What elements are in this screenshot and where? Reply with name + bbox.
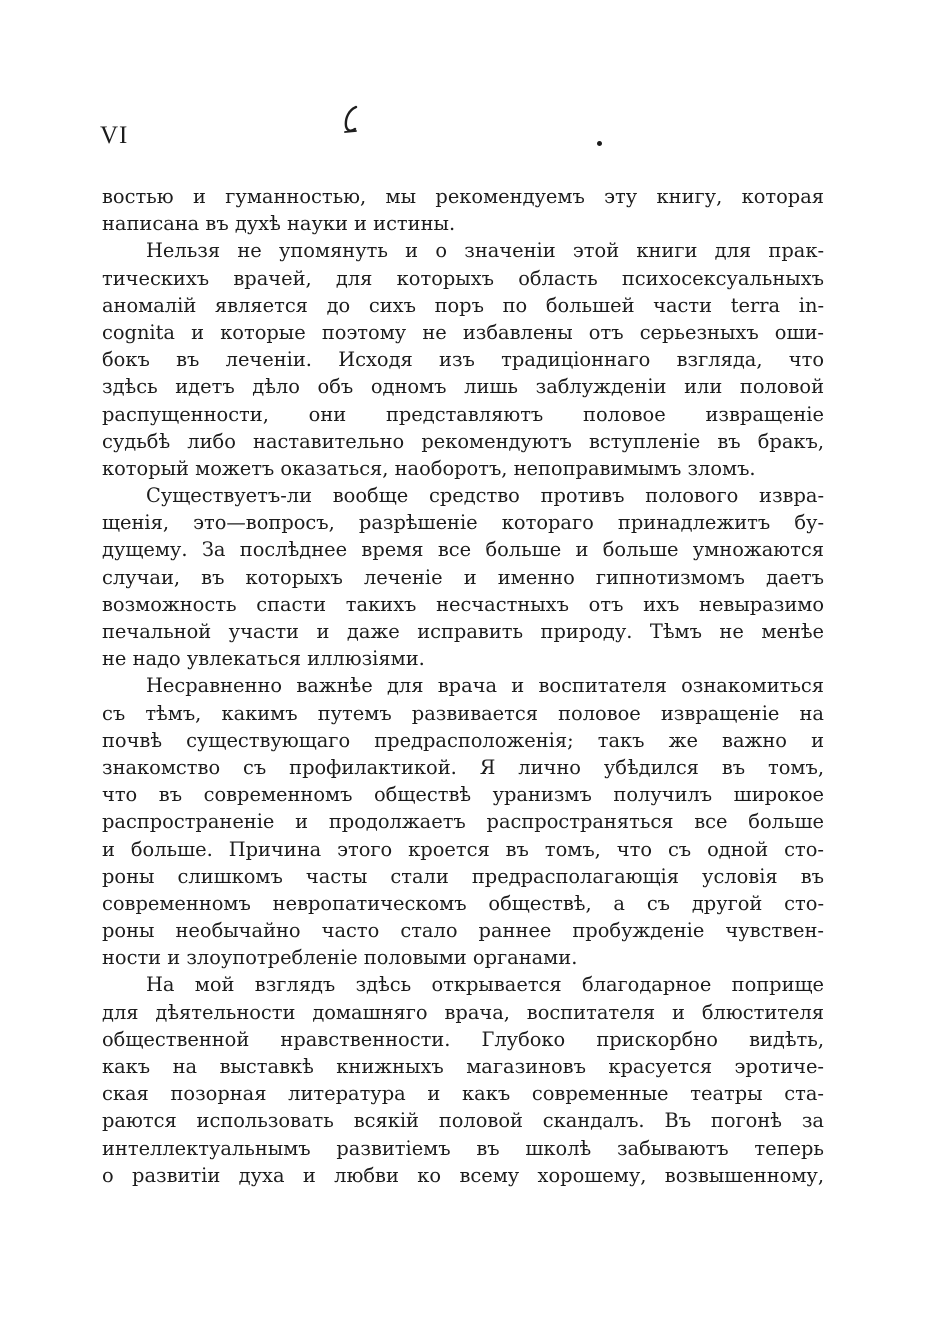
text-line: знакомство съ профилактикой. Я лично убѣдился въ томъ, bbox=[102, 755, 824, 779]
text-line: здѣсь идетъ дѣло объ одномъ лишь заблужденіи или половой bbox=[102, 375, 824, 399]
text-line: который можетъ оказаться, наоборотъ, непоправимымъ зломъ. bbox=[102, 456, 756, 480]
text-line: о развитіи духа и любви ко всему хорошему, возвышенному, bbox=[102, 1163, 824, 1187]
text-line: печальной участи и даже исправить природу. Тѣмъ не менѣе bbox=[102, 620, 824, 643]
text-line: не надо увлекаться иллюзіями. bbox=[102, 647, 425, 671]
handwritten-mark-icon bbox=[340, 104, 366, 142]
text-line: роны слишкомъ часты стали предрасполагающія условія въ bbox=[102, 864, 824, 888]
text-line: Несравненно важнѣе для врача и воспитателя ознакомиться bbox=[146, 674, 824, 698]
text-line: ности и злоупотребленіе половыми органами. bbox=[102, 946, 578, 970]
stray-dot-mark bbox=[597, 141, 602, 146]
text-line: для дѣятельности домашняго врача, воспитателя и блюстителя bbox=[102, 1000, 824, 1024]
text-line: общественной нравственности. Глубоко прискорбно видѣть, bbox=[102, 1027, 824, 1051]
page-header bbox=[0, 0, 936, 170]
text-line: На мой взглядъ здѣсь открывается благодарное поприще bbox=[146, 973, 824, 997]
text-line: раются использовать всякій половой скандалъ. Въ погонѣ за bbox=[102, 1109, 824, 1133]
text-line: что въ современномъ обществѣ уранизмъ получилъ широкое bbox=[102, 783, 824, 807]
body-text bbox=[102, 183, 824, 1189]
text-line: ская позорная литература и какъ современные театры ста- bbox=[102, 1082, 824, 1106]
text-line: современномъ невропатическомъ обществѣ, а съ другой сто- bbox=[102, 891, 824, 915]
text-line: распространеніе и продолжаетъ распространяться все больше bbox=[102, 810, 824, 834]
text-line: щенія, это—вопросъ, разрѣшеніе котораго принадлежитъ бу- bbox=[102, 511, 824, 535]
text-line: Нельзя не упомянуть и о значеніи этой книги для прак- bbox=[146, 239, 824, 263]
text-line: какъ на выставкѣ книжныхъ магазиновъ красуется эротиче- bbox=[102, 1055, 824, 1078]
text-line: интеллектуальнымъ развитіемъ въ школѣ забываютъ теперь bbox=[102, 1136, 824, 1160]
text-line: и больше. Причина этого кроется въ томъ, что съ одной сто- bbox=[102, 837, 824, 861]
text-line: Существуетъ-ли вообще средство противъ полового извра- bbox=[146, 484, 824, 508]
text-line: cognita и которые поэтому не избавлены отъ серьезныхъ оши- bbox=[102, 320, 824, 344]
text-line: аномалій является до сихъ поръ по большей части terra in- bbox=[102, 293, 824, 317]
page-number: VI bbox=[100, 122, 129, 149]
text-line: почвѣ существующаго предрасположенія; такъ же важно и bbox=[102, 728, 824, 752]
text-line: тическихъ врачей, для которыхъ область психосексуальныхъ bbox=[102, 266, 824, 290]
text-line: дущему. За послѣднее время все больше и больше умножаются bbox=[102, 538, 824, 562]
text-line: возможность спасти такихъ несчастныхъ отъ ихъ невыразимо bbox=[102, 592, 824, 616]
text-line: распущенности, они представляютъ половое извращеніе bbox=[102, 402, 824, 426]
text-line: судьбѣ либо наставительно рекомендуютъ вступленіе въ бракъ, bbox=[102, 429, 824, 453]
text-line: бокъ въ леченіи. Исходя изъ традиціоннаго взгляда, что bbox=[102, 348, 824, 372]
text-line: съ тѣмъ, какимъ путемъ развивается половое извращеніе на bbox=[102, 701, 824, 725]
text-line: написана въ духѣ науки и истины. bbox=[102, 212, 456, 236]
text-line: востью и гуманностью, мы рекомендуемъ эту книгу, которая bbox=[102, 185, 824, 208]
text-line: роны необычайно часто стало раннее пробужденіе чувствен- bbox=[102, 919, 824, 943]
text-line: случаи, въ которыхъ леченіе и именно гипнотизмомъ даетъ bbox=[102, 565, 824, 589]
